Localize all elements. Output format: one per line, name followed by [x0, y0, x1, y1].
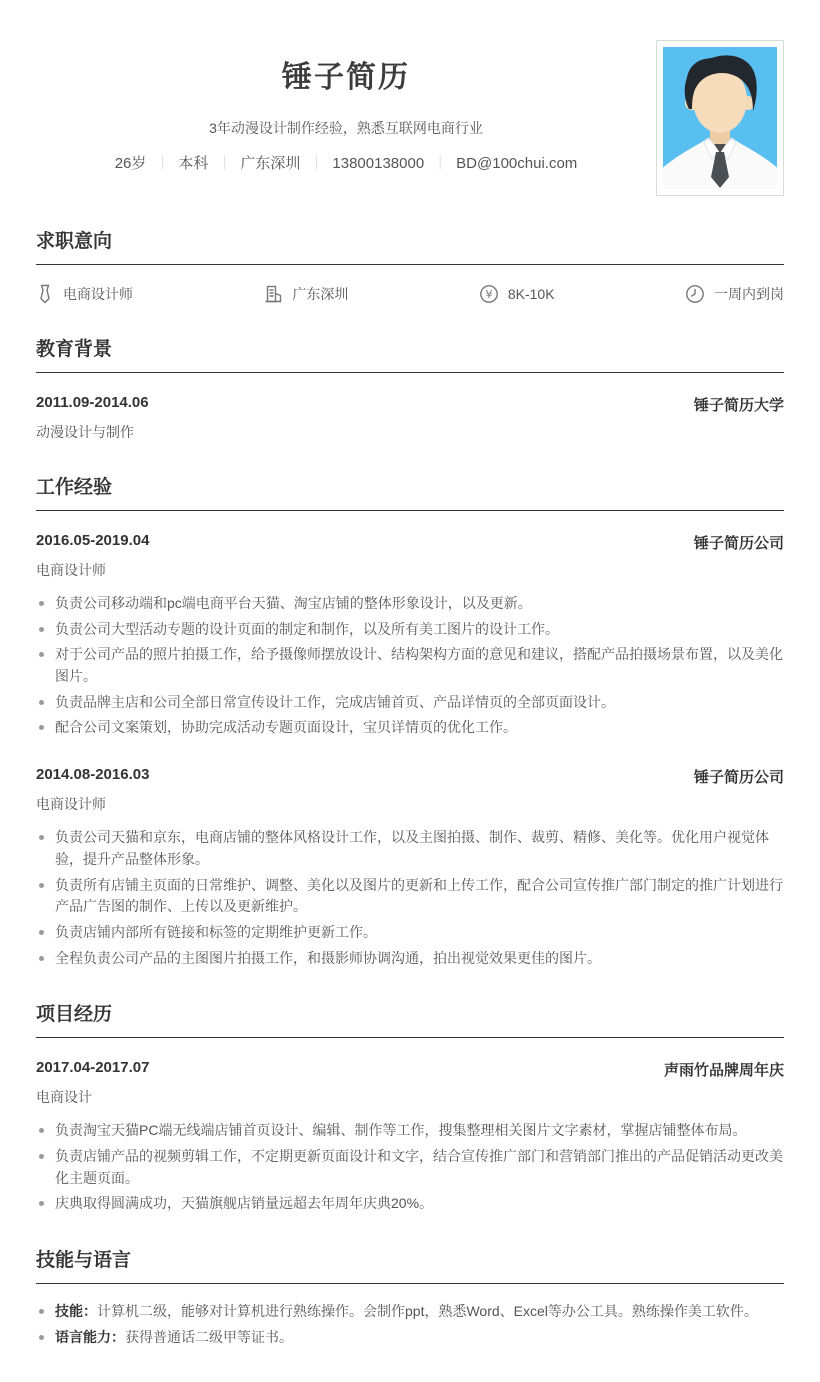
- work-role: 电商设计师: [36, 796, 106, 813]
- contact-age: 26岁: [114, 155, 147, 172]
- work-bullet-list: [36, 593, 784, 739]
- skill-text: 计算机二级，能够对计算机进行熟练操作。会制作ppt，熟悉Word、Excel等办公工具。熟练操作美工软件。: [97, 1303, 758, 1319]
- work-company: 锤子简历公司: [693, 535, 784, 552]
- work-bullet: 负责公司大型活动专题的设计页面的制定和制作，以及所有美工图片的设计工作。: [36, 619, 784, 641]
- work-bullet: 对于公司产品的照片拍摄工作，给予摄像师摆放设计、结构架构方面的意见和建议，搭配产品拍摄场景布置，以及美化图片。: [36, 644, 784, 687]
- contact-phone: 13800138000: [332, 155, 425, 172]
- intention-heading: 求职意向: [36, 226, 784, 265]
- education-heading: 教育背景: [36, 334, 784, 373]
- work-heading: 工作经验: [36, 472, 784, 511]
- resume-header: [36, 40, 784, 196]
- entry-head: [36, 394, 784, 415]
- avatar-illustration: [663, 47, 777, 189]
- work-bullet: 负责品牌主店和公司全部日常宣传设计工作，完成店铺首页、产品详情页的全部页面设计。: [36, 692, 784, 714]
- intent-position: [36, 284, 133, 304]
- section-education: [36, 334, 784, 442]
- entry-head: [36, 532, 784, 553]
- skill-text: 获得普通话二级甲等证书。: [125, 1328, 293, 1345]
- section-project: [36, 999, 784, 1215]
- project-entry: [36, 1059, 784, 1215]
- section-intention: [36, 226, 784, 304]
- project-heading: 项目经历: [36, 999, 784, 1038]
- contact-separator: ｜: [155, 155, 170, 171]
- intent-city-label: 广东深圳: [292, 286, 349, 302]
- intent-availability-label: 一周内到岗: [713, 286, 784, 302]
- clock-icon: [685, 284, 705, 304]
- intent-salary-label: 8K-10K: [507, 286, 555, 302]
- project-bullet: 负责淘宝天猫PC端无线端店铺首页设计、编辑、制作等工作，搜集整理相关图片文字素材，掌握店铺整体布局。: [36, 1120, 784, 1142]
- work-bullet: 负责公司移动端和pc端电商平台天猫、淘宝店铺的整体形象设计，以及更新。: [36, 593, 784, 615]
- contact-email: BD@100chui.com: [456, 155, 578, 172]
- work-entry: [36, 532, 784, 739]
- header-text-block: [36, 40, 656, 173]
- work-entry: [36, 766, 784, 969]
- work-period: 2016.05-2019.04: [36, 532, 150, 549]
- intent-availability: [685, 284, 784, 304]
- project-bullet: 庆典取得圆满成功，天猫旗舰店销量远超去年周年庆典20%。: [36, 1193, 784, 1215]
- skill-label: 技能：: [55, 1303, 97, 1319]
- work-period: 2014.08-2016.03: [36, 766, 150, 784]
- contact-line: [36, 152, 656, 173]
- contact-degree: 本科: [178, 155, 209, 172]
- intent-city: [263, 284, 348, 304]
- project-title: 声雨竹品牌周年庆: [663, 1062, 784, 1080]
- work-bullet: 配合公司文案策划，协助完成活动专题页面设计，宝贝详情页的优化工作。: [36, 717, 784, 739]
- work-bullet: 负责店铺内部所有链接和标签的定期维护更新工作。: [36, 922, 784, 944]
- education-school: 锤子简历大学: [693, 397, 784, 414]
- intent-salary: [479, 284, 555, 304]
- section-work: [36, 472, 784, 969]
- resume-subtitle: 3年动漫设计制作经验，熟悉互联网电商行业: [209, 120, 483, 136]
- contact-separator: ｜: [433, 155, 448, 171]
- skills-heading: 技能与语言: [36, 1245, 784, 1284]
- resume-title: 锤子简历: [282, 61, 410, 94]
- section-skills: [36, 1245, 784, 1348]
- entry-head: [36, 766, 784, 787]
- contact-separator: ｜: [217, 155, 232, 171]
- project-period: 2017.04-2017.07: [36, 1059, 150, 1077]
- skill-item: [36, 1327, 784, 1349]
- skill-item: [36, 1301, 784, 1323]
- entry-head: [36, 1059, 784, 1080]
- tie-icon: [36, 284, 54, 304]
- work-bullet-list: [36, 827, 784, 969]
- education-period: 2011.09-2014.06: [36, 394, 149, 411]
- work-company: 锤子简历公司: [693, 769, 784, 787]
- skill-label: 语言能力：: [55, 1328, 125, 1345]
- project-bullet-list: [36, 1120, 784, 1215]
- education-entry: [36, 394, 784, 442]
- id-photo: [656, 40, 784, 196]
- skills-list: [36, 1301, 784, 1348]
- work-role: 电商设计师: [36, 562, 106, 578]
- intent-position-label: 电商设计师: [63, 286, 133, 302]
- work-bullet: 负责公司天猫和京东，电商店铺的整体风格设计工作，以及主图拍摄、制作、裁剪、精修、美化等。优化用户视觉体验，提升产品整体形象。: [36, 827, 784, 870]
- project-role: 电商设计: [36, 1089, 92, 1106]
- salary-icon: [479, 284, 499, 304]
- work-bullet: 全程负责公司产品的主图图片拍摄工作，和摄影师协调沟通，拍出视觉效果更佳的图片。: [36, 948, 784, 970]
- work-bullet: 负责所有店铺主页面的日常维护、调整、美化以及图片的更新和上传工作，配合公司宣传推广部门制定的推广计划进行产品广告图的制作、上传以及更新维护。: [36, 875, 784, 918]
- svg-text:¥: ¥: [485, 288, 493, 301]
- contact-location: 广东深圳: [240, 155, 301, 172]
- building-icon: [263, 284, 283, 304]
- contact-separator: ｜: [309, 155, 324, 171]
- project-bullet: 负责店铺产品的视频剪辑工作，不定期更新页面设计和文字，结合宣传推广部门和营销部门推出的产品促销活动更改美化主题页面。: [36, 1146, 784, 1189]
- intention-row: [36, 284, 784, 304]
- education-major: 动漫设计与制作: [36, 424, 134, 440]
